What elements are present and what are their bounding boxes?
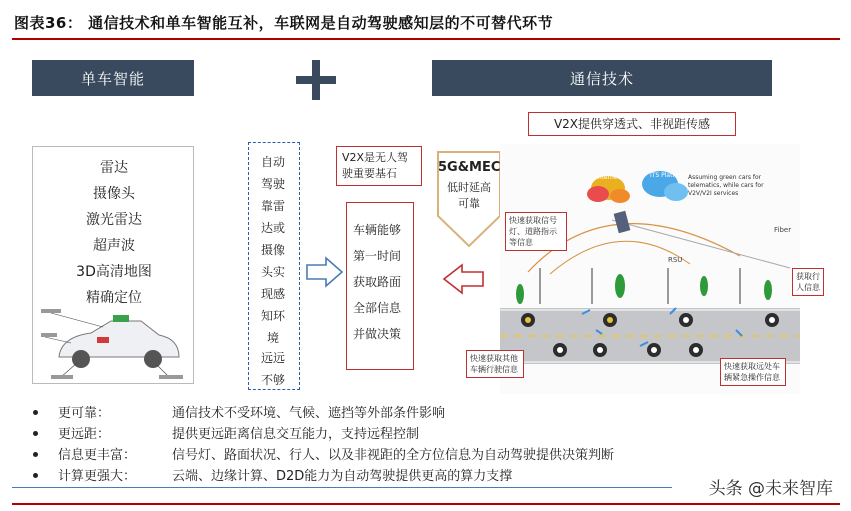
bullet-text: 云端、边缘计算、D2D能力为自动驾驶提供更高的算力支撑 <box>172 469 513 484</box>
v2x-cornerstone-box: V2X是无人驾驶重要基石 <box>336 146 422 186</box>
v2x-scene <box>500 144 800 394</box>
left-header: 单车智能 <box>32 60 194 96</box>
bullet-dot <box>33 410 38 415</box>
bullet-dot <box>33 431 38 436</box>
watermark: 头条 @未来智库 <box>708 479 833 499</box>
callout-signal-info: 快速获取信号灯、道路指示等信息 <box>505 212 567 251</box>
mec-title: 5G&MEC <box>438 160 501 175</box>
bullet-label: 更远距： <box>58 427 111 442</box>
sensor-item: 超声波 <box>93 238 135 254</box>
bullet-dot <box>33 452 38 457</box>
footer-rule <box>12 487 672 488</box>
sensor-panel <box>32 146 194 384</box>
bullet-label: 信息更丰富： <box>58 448 137 463</box>
callout-remote-info: 快速获取远处车辆紧急操作信息 <box>720 358 786 386</box>
limitation-box <box>248 142 300 390</box>
bullet-text: 信号灯、路面状况、行人、以及非视距的全方位信息为自动驾驶提供决策判断 <box>172 448 615 463</box>
bullet-dot <box>33 473 38 478</box>
its-label: ITS Platform <box>650 172 687 179</box>
fiber-label: Fiber <box>774 226 792 234</box>
bullet-text: 提供更远距离信息交互能力，支持远程控制 <box>172 427 420 442</box>
sensor-item: 雷达 <box>100 160 128 176</box>
decision-box: 车辆能够第一时间获取路面全部信息并做决策 <box>346 202 414 370</box>
callout-pedestrian-info: 获取行人信息 <box>792 268 824 296</box>
mec-text: 低时延高可靠 <box>447 181 491 210</box>
bullet-label: 更可靠： <box>58 406 111 421</box>
sensor-item: 摄像头 <box>93 186 135 202</box>
bottom-rule <box>12 503 840 505</box>
rsu-label: RSU <box>668 256 683 264</box>
callout-vehicle-info: 快速获取其他车辆行驶信息 <box>466 350 524 378</box>
vertical-text-bottom: 远远不够 <box>260 351 285 387</box>
sensor-item: 激光雷达 <box>86 212 142 228</box>
bullet-text: 通信技术不受环境、气候、遮挡等外部条件影响 <box>172 406 446 421</box>
arrow-right-icon <box>306 256 344 288</box>
title-rule <box>12 38 840 40</box>
right-header: 通信技术 <box>432 60 772 96</box>
v2x-banner: V2X提供穿透式、非视距传感 <box>528 112 736 136</box>
arrow-left-icon <box>442 262 484 296</box>
assume-note: Assuming green cars for telematics, while cars for V2V/V2I services <box>688 174 764 197</box>
car-sensor-illustration <box>41 307 187 381</box>
bullet-label: 计算更强大： <box>58 469 137 484</box>
figure-title: 图表36： 通信技术和单车智能互补，车联网是自动驾驶感知层的不可替代环节 <box>14 14 554 32</box>
sensor-item: 3D高清地图 <box>76 264 152 280</box>
vertical-text-top: 自动驾驶靠雷达或摄像头实现感知环境 <box>260 155 285 345</box>
internet-label: Internet <box>596 174 620 181</box>
sensor-item: 精确定位 <box>86 290 142 306</box>
plus-icon <box>296 68 336 92</box>
